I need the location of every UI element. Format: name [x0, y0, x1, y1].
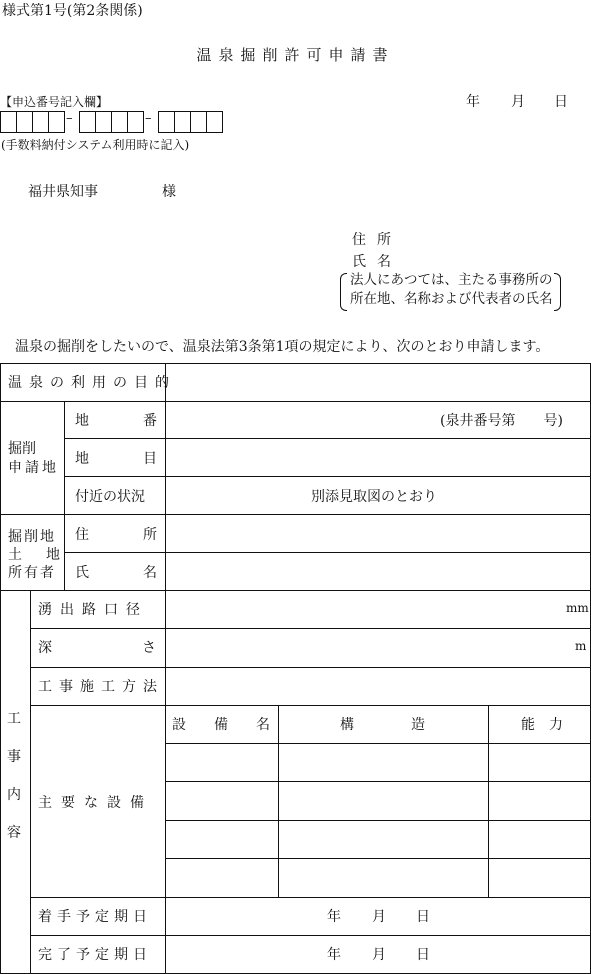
- addressee-honorific: 様: [162, 184, 176, 200]
- digit-box[interactable]: [79, 111, 96, 133]
- digit-box[interactable]: [111, 111, 128, 133]
- site-label-line1: 掘削: [8, 441, 36, 457]
- date-month-label: 月: [511, 94, 525, 110]
- digit-box[interactable]: [48, 111, 65, 133]
- applicant-name-label: 氏名: [352, 254, 402, 270]
- work-label: 工 事 内 容: [7, 711, 21, 841]
- separator-dash: –: [66, 111, 73, 126]
- separator-dash: –: [145, 111, 152, 126]
- digit-box[interactable]: [0, 111, 17, 133]
- owner-address-field[interactable]: [166, 515, 590, 552]
- date-day-label: 日: [554, 94, 568, 110]
- owner-label-line3: 所有者: [8, 565, 56, 581]
- owner-name-field[interactable]: [166, 553, 590, 590]
- digit-box[interactable]: [16, 111, 33, 133]
- method-label: 工事施工方法: [38, 679, 164, 695]
- digit-box[interactable]: [32, 111, 49, 133]
- owner-label-line1: 掘削地: [8, 529, 56, 545]
- form-number: 様式第1号(第2条関係): [2, 3, 143, 19]
- start-date-label: 着手予定期日: [38, 909, 152, 925]
- date-year-label: 年: [466, 94, 480, 110]
- intro-text: 温泉の掘削をしたいので、温泉法第3条第1項の規定により、次のとおり申請します。: [15, 339, 550, 355]
- digit-box[interactable]: [174, 111, 191, 133]
- purpose-field[interactable]: [166, 364, 590, 401]
- digit-box[interactable]: [95, 111, 112, 133]
- corporate-note-line1: 法人にあつては、主たる事務所の: [350, 272, 553, 288]
- purpose-label: 温泉の利用の目的: [8, 375, 176, 391]
- corporate-note-line2: 所在地、名称および代表者の氏名: [350, 291, 553, 307]
- corporate-note: [340, 271, 561, 309]
- site-label-line2: 申請地: [8, 460, 59, 476]
- surroundings-value: 別添見取図のとおり: [311, 489, 437, 505]
- land-category-field[interactable]: [166, 439, 590, 476]
- application-number-label: 【申込番号記入欄】: [0, 95, 109, 109]
- applicant-address-label: 住所: [352, 232, 402, 248]
- spring-number-text: (泉井番号第 号): [440, 413, 563, 429]
- addressee-governor: 福井県知事: [28, 184, 98, 200]
- diameter-unit: mm: [566, 601, 589, 615]
- application-number-note: (手数料納付システム利用時に記入): [1, 138, 190, 152]
- diameter-label: 湧出路口径: [38, 602, 148, 618]
- document-title: 温泉掘削許可申請書: [196, 46, 395, 64]
- bracket-left: [340, 273, 347, 311]
- equipment-label: 主要な設備: [38, 795, 153, 811]
- method-field[interactable]: [166, 668, 590, 705]
- end-date-label: 完了予定期日: [38, 947, 152, 963]
- digit-box[interactable]: [190, 111, 207, 133]
- bracket-right: [554, 273, 561, 311]
- digit-box[interactable]: [206, 111, 223, 133]
- depth-unit: m: [575, 639, 587, 653]
- surroundings-label: 付近の状況: [75, 489, 145, 505]
- digit-box[interactable]: [127, 111, 144, 133]
- digit-box[interactable]: [158, 111, 175, 133]
